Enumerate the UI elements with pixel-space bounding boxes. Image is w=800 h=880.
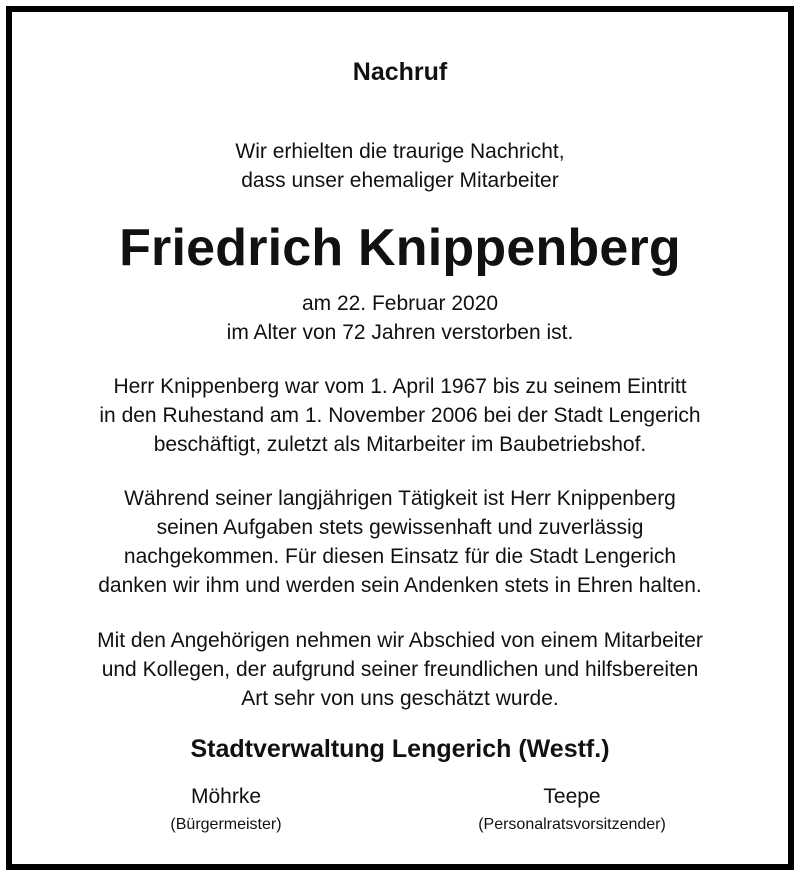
paragraph-1-line: Herr Knippenberg war vom 1. April 1967 bis zu seinem Eintritt [113, 375, 687, 398]
signatory-role: (Personalratsvorsitzender) [478, 816, 666, 833]
notice-heading: Nachruf [352, 58, 448, 86]
signatory-name: Möhrke [190, 785, 262, 808]
paragraph-2-line: seinen Aufgaben stets gewissenhaft und zuverlässig [156, 516, 644, 539]
paragraph-3-line: Mit den Angehörigen nehmen wir Abschied von einem Mitarbeiter [97, 629, 703, 652]
paragraph-2-line: nachgekommen. Für diesen Einsatz für die Stadt Lengerich [123, 545, 677, 568]
death-age-line: im Alter von 72 Jahren verstorben ist. [226, 321, 574, 344]
organization-name: Stadtverwaltung Lengerich (Westf.) [190, 735, 610, 763]
paragraph-3-line: Art sehr von uns geschätzt wurde. [241, 687, 559, 710]
deceased-name: Friedrich Knippenberg [119, 219, 681, 277]
signatory-role: (Bürgermeister) [170, 816, 282, 833]
obituary-notice [6, 6, 794, 870]
intro-line: dass unser ehemaliger Mitarbeiter [241, 169, 559, 192]
death-date-line: am 22. Februar 2020 [301, 292, 499, 315]
paragraph-2-line: Während seiner langjährigen Tätigkeit ist Herr Knippenberg [124, 487, 676, 510]
paragraph-1-line: beschäftigt, zuletzt als Mitarbeiter im Baubetriebshof. [153, 433, 647, 456]
paragraph-2-line: danken wir ihm und werden sein Andenken stets in Ehren halten. [98, 574, 702, 597]
paragraph-1-line: in den Ruhestand am 1. November 2006 bei der Stadt Lengerich [99, 404, 701, 427]
paragraph-3-line: und Kollegen, der aufgrund seiner freundlichen und hilfsbereiten [101, 658, 699, 681]
signatory-name: Teepe [543, 785, 601, 808]
intro-line: Wir erhielten die traurige Nachricht, [235, 140, 565, 163]
